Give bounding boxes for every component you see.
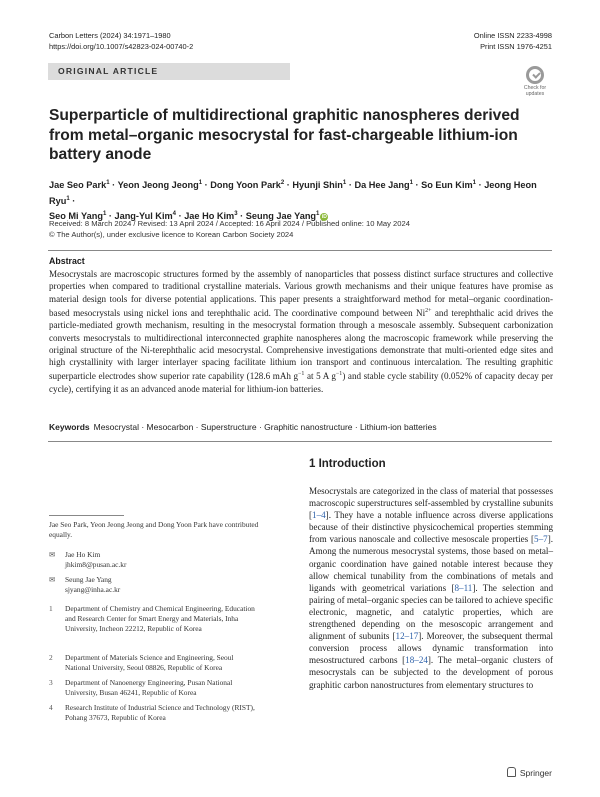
citation-link[interactable]: 1–4 (312, 510, 326, 521)
orcid-icon[interactable]: iD (321, 214, 327, 221)
running-header-left (49, 30, 193, 52)
affiliation: 4 Research Institute of Industrial Science and Technology (RIST), Pohang 37673, Republic of Korea (49, 703, 255, 722)
author[interactable]: Jae Ho Kim$^3$ (184, 211, 238, 222)
online-issn: Online ISSN 2233-4998 (473, 31, 552, 40)
keywords (49, 422, 553, 432)
author[interactable]: Jeong Heon Ryu$^1$ (49, 180, 537, 206)
copyright-line: © The Author(s), under exclusive licence to Korean Carbon Society 2024 (49, 229, 294, 239)
dates-line: Received: 8 March 2024 / Revised: 13 April 2024 / Accepted: 16 April 2024 / Published online: 10 May 2024 (49, 219, 410, 228)
author[interactable]: Hyunji Shin$^1$ (292, 180, 347, 191)
citation-link[interactable]: 5–7 (534, 534, 548, 545)
equal-contribution-note: Jae Seo Park, Yeon Jeong Jeong and Dong Yoon Park have contributed equally. (49, 520, 259, 539)
article-type-bar (48, 63, 290, 80)
author[interactable]: Dong Yoon Park$^2$ (210, 180, 285, 191)
citation-link[interactable]: 8–11 (454, 582, 473, 593)
author[interactable]: Seo Mi Yang$^1$ (49, 211, 107, 222)
divider (48, 250, 552, 251)
footnote-divider (49, 515, 124, 516)
publication-history (49, 219, 410, 240)
citation-link[interactable]: 12–17 (395, 631, 419, 642)
author[interactable]: Seung Jae Yang$^1$ (245, 211, 320, 222)
check-updates-label: Check for updates (523, 85, 547, 97)
affiliation: 3 Department of Nanoenergy Engineering, Pusan National University, Busan 46241, Republic of Korea (49, 678, 233, 697)
abstract-text: Mesocrystals are macroscopic structures formed by the assembly of nanoparticles that possess distinct surface structures and collective properties when compared to traditional crystalline materials. Various growth mechanisms and their unique features have promise as material design tools for diverse potential applications. This paper presents a straightforward method for metal–organic coordination-based mesocrystals using nickel ions and terephthalic acid. The coordinative compound between $Ni^{2+}$ and terephthalic acid drives the particle-mediated growth mechanism, resulting in the mesocrystal formation through a mesoscale assembly. Subsequent carbonization converts mesocrystals to multidirectional interconnected graphite nanospheres along the macroscopic framework while preserving the original structure of the Ni-terephthalic acid mesocrystal. Comprehensive investigations demonstrate that multi-oriented edge sites and high crystallinity with larger interlayer spacing facilitate lithium ion transport and continuous intercalation. The resulting graphitic superparticle electrodes show superior rate capability (128.6 mAh $g^{-1}$ at 5 A $g^{-1}$) and stable cycle stability (0.052% of capacity decay per cycle), certifying it as an advanced anode material for lithium-ion batteries. (49, 269, 553, 394)
corresponding-author-name: Jae Ho Kim (65, 550, 101, 559)
divider (48, 441, 552, 442)
author[interactable]: Jae Seo Park$^1$ (49, 180, 110, 191)
doi-link[interactable]: https://doi.org/10.1007/s42823-024-00740-2 (49, 42, 194, 51)
publisher-name: Springer (519, 768, 552, 778)
author[interactable]: Da Hee Jang$^1$ (354, 180, 413, 191)
article-type-label: ORIGINAL ARTICLE (58, 66, 159, 76)
journal-citation: Carbon Letters (2024) 34:1971–1980 (49, 31, 171, 40)
corresponding-author (49, 550, 259, 570)
envelope-icon: ✉ (49, 575, 56, 584)
corresponding-author-email[interactable]: jhkim8@pusan.ac.kr (65, 560, 127, 569)
running-header-right (474, 30, 552, 52)
corresponding-author (49, 575, 259, 595)
springer-logo-icon (507, 767, 516, 777)
abstract-heading: Abstract (49, 256, 85, 266)
corresponding-author-email[interactable]: sjyang@inha.ac.kr (65, 585, 121, 594)
author-list: Jae Seo Park$^1$ · Yeon Jeong Jeong$^1$ · Dong Yoon Park$^2$ · Hyunji Shin$^1$ · Da Hee Jang$^1$ · So Eun Kim$^1$ · Jeong Heon Ryu$^1$ · Seo Mi Yang$^1$ · Jang-Yul Kim$^4$ · Jae Ho Kim$^3$ · Seung Jae Yang$^1$iD (49, 180, 537, 222)
keywords-label: Keywords (49, 422, 90, 432)
author[interactable]: Jang-Yul Kim$^4$ (114, 211, 177, 222)
citation-link[interactable]: 18–24 (405, 655, 428, 666)
affiliation: 2 Department of Materials Science and Engineering, Seoul National University, Seoul 08826, Republic of Korea (49, 653, 234, 672)
check-for-updates-badge[interactable] (518, 66, 552, 100)
print-issn: Print ISSN 1976-4251 (480, 42, 552, 51)
author[interactable]: Yeon Jeong Jeong$^1$ (117, 180, 203, 191)
author[interactable]: So Eun Kim$^1$ (421, 180, 477, 191)
introduction-text: Mesocrystals are categorized in the class of material that possesses macroscopic superstructures self-assembled by crystalline subunits [1–4]. They have a notable influence across diverse applications because of their distinctive physicochemical properties stemming from various nanoscale and collective mesoscale properties [5–7]. Among the numerous mesocrystal systems, those based on metal–organic coordination have gained notable interest because they allow chemical tunability from the combinations of metals and ligands with geometrical variations [8–11]. The selection and pairing of metal–organic species can be tailored to achieve specific electronic, magnetic, and catalytic properties, which are strengthened depending on the mesoscopic arrangement and alignment of subunits [12–17]. Moreover, the subsequent thermal conversion process allows dynamic transformation into mesostructured carbons [18–24]. The metal–organic clusters of mesocrystals can be subjected to the development of porous graphitic carbon nanostructures from elementary structures to (309, 486, 553, 690)
keywords-list: Mesocrystal · Mesocarbon · Superstructure · Graphitic nanostructure · Lithium-ion batteries (93, 422, 437, 432)
affiliation: 1 Department of Chemistry and Chemical Engineering, Education and Research Center for Smart Energy and Materials, Inha University, Incheon 22212, Republic of Korea (49, 604, 255, 633)
paper-title: Superparticle of multidirectional graphitic nanospheres derived from metal–organic mesocrystal for fast-chargeable lithium-ion battery anode (49, 107, 520, 163)
envelope-icon: ✉ (49, 550, 56, 559)
publisher-footer (507, 767, 552, 778)
section-heading-introduction: 1 Introduction (309, 458, 386, 470)
corresponding-author-name: Seung Jae Yang (65, 575, 112, 584)
check-updates-icon (526, 66, 544, 84)
